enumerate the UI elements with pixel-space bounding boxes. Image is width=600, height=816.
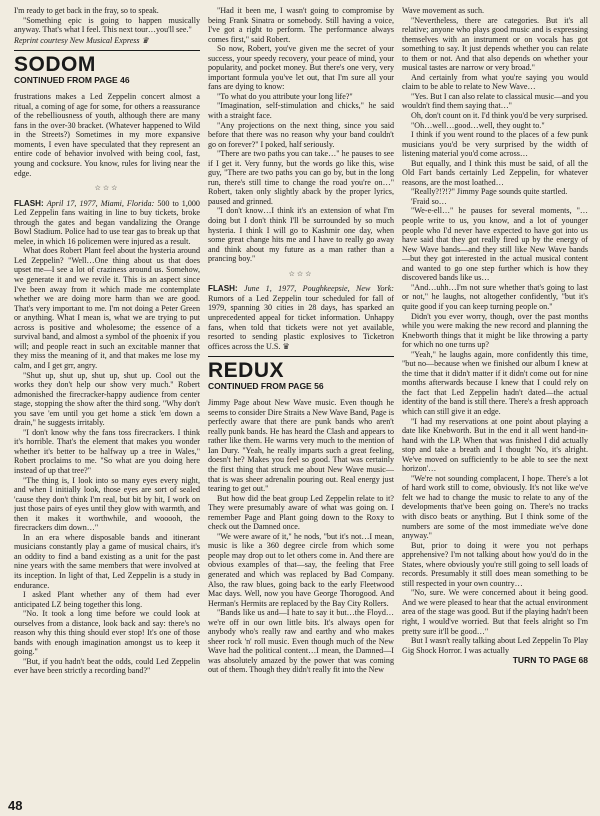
article-paragraph: "The thing is, I look into so many eyes every night, and when I initially look, those eyes are sort of sealed 'cause they don't think I'm real, but bit by bit, I work on just those pairs of eyes until they glow with warmth, and then it makes it worthwhile, and wooooh, the firecrackers dim down…" bbox=[14, 475, 200, 533]
article-paragraph: "Bands like us and—I hate to say it but…the Floyd…we're off in our own little bits. It's always open for anybody who's really raw and earthy and who makes sheer rock 'n' roll music. Even though much of the New Wave had the political content…I mean, the Damned—I was absolutely amazed by the power that was coming out of them. Though they didn't really fit into the New bbox=[208, 608, 394, 675]
crown-ornament-icon: ♛ bbox=[141, 35, 149, 45]
article-paragraph: "No, sure. We were concerned about it being good. And we were pleased to hear that the actual environment area of the stage was good. But if the playing hadn't been right, I would've worried. But that feels alright so I'm pretty sure it'll be good…" bbox=[402, 588, 588, 636]
article-paragraph: "Imagination, self-stimulation and chicks," he said with a straight face. bbox=[208, 101, 394, 121]
turn-to-page-link[interactable]: TURN TO PAGE 68 bbox=[512, 655, 588, 666]
article-paragraph: "I had my reservations at one point about playing a date like Knebworth. But in the end it all went hand-in-hand with the LP. When that was finished I did actually stop and take a breath and I thought 'No, it's alright. We've moved on sufficiently to be able to see the next horizon'… bbox=[402, 416, 588, 474]
article-paragraph: "I don't know why the fans toss firecrackers. I think it's horrible. That's the element that makes you wonder whether it's better to be halfway up a tree in Wales," Robert proclaims to me. "So what are you doing here instead of up that tree?" bbox=[14, 427, 200, 475]
sodom-headline: SODOM bbox=[14, 53, 96, 77]
article-paragraph: I think if you went round to the places of a few punk musicians you'd be very surprised by the width of listening material you'd come across… bbox=[402, 130, 588, 159]
magazine-page bbox=[14, 6, 588, 796]
article-paragraph: Oh, don't count on it. I'd think you'd be very surprised. bbox=[411, 111, 588, 121]
article-paragraph: "To what do you attribute your long life?" bbox=[217, 91, 353, 101]
redux-headline: REDUX bbox=[208, 359, 285, 383]
article-paragraph: I asked Plant whether any of them had ever anticipated LZ being together this long. bbox=[14, 590, 200, 609]
column-3 bbox=[402, 6, 588, 796]
article-paragraph: So now, Robert, you've given me the secret of your success, your speedy recovery, your peace of mind, your popularity, and pocket money. But there's one very, very important formula you've let out, that I'm sure all your fans are dying to know: bbox=[208, 44, 394, 92]
article-paragraph: "There are two paths you can take…" he pauses to see if I get it. Very funny, but the words go like this, wise guy, "There are two paths you can go by, but in the long run, there's still time to change the road you're on…" Robert, taken only slightly aback by the proper lyrics, paused and grinned. bbox=[208, 149, 394, 206]
article-paragraph: But equally, and I think this must be said, of all the Old Fart bands certainly Led Zeppelin, for whatever reasons, are the most loathed… bbox=[402, 158, 588, 187]
flash-item: FLASH: June 1, 1977, Poughkeepsie, New York: Rumors of a Led Zeppelin tour scheduled for fall of 1979, spanning 30 cities in 28 days, has sparked an unprecedented appeal for ticket information. Unhappy fans, when told that tickets were not yet available, resorted to sending plastic explosives to Ticketron offices across the U.S. ♛ bbox=[208, 284, 394, 351]
article-paragraph: In an era where disposable bands and itinerant musicians constantly play a game of musical chairs, it's an oddity to find a band existing as a unit for the past nine years with the same members that were involved at its inception. In light of that, Led Zeppelin is a study in endurance. bbox=[14, 532, 200, 590]
flash-item: FLASH: April 17, 1977, Miami, Florida: 500 to 1,000 Led Zeppelin fans waiting in line to buy tickets, broke through the gates and began vandalizing the Orange Bowl Stadium. Police had to use tear gas to break up that melee, in which 16 policemen were injured as a result. bbox=[14, 198, 200, 246]
article-paragraph: "Nevertheless, there are categories. But it's all relative; anyone who plays good music and is expressing themselves with an instrument or on vocals has got something to say. It just depends whether you can relate to them or not. And that also depends on whether your musical tastes are narrow or very broad." bbox=[402, 15, 588, 73]
article-paragraph: "Oh…well…good…well, they ought to." bbox=[411, 120, 545, 130]
column-1 bbox=[14, 6, 200, 796]
article-paragraph: But, prior to doing it were you not perhaps apprehensive? I'm not talking about how you'd do in the States, where obviously you're still going to sell loads of records. Presumably it still does mean something to be still respected in your own country… bbox=[402, 540, 588, 588]
article-paragraph: "We-e-ell…" he pauses for several moments, "…people write to us, you know, and a lot of younger people who I'd never have expected to have got into us have said that they got really fired up by the energy of New Wave bands—and they still like New Wave bands—but they got interested in the actual musical content and wanted to go one step further which is how they discovered bands like us… bbox=[402, 206, 588, 283]
article-paragraph: "Really?!?!?" Jimmy Page sounds quite startled. bbox=[411, 187, 568, 197]
article-paragraph: "Shut up, shut up, shut up, shut up. Cool out the works they don't help our show very much." Robert admonished the firecracker-happy audience from center stage, stopping the show after the third song. "Why don't you save 'em until you get home a stick 'em down a drain," he suggests irritably. bbox=[14, 370, 200, 428]
star-separator: ☆☆☆ bbox=[288, 269, 314, 278]
reprint-credit: Reprint courtesy New Musical Express ♛ bbox=[14, 35, 149, 45]
article-paragraph: "We were aware of it," he nods, "but it's not…I mean, music is like a 360 degree circle from which some people may drop out to let others come in. And there are obvious examples of that—say, the feeling that Free generated and which was replaced by Bad Company. Also, the raw blues, going back to the early Fleetwood Mac days. Well, now you have George Thorogood. And Herman's Hermits are replaced by the Bay City Rollers. bbox=[208, 531, 394, 608]
page-number: 48 bbox=[8, 798, 23, 813]
redux-continued-label: CONTINUED FROM PAGE 56 bbox=[208, 381, 324, 392]
article-paragraph: "Had it been me, I wasn't going to compromise by being Frank Sinatra or somebody. Still having a voice, I've got a right to perform. The performance always comes first," said Robert. bbox=[208, 6, 394, 44]
article-paragraph: frustrations makes a Led Zeppelin concert almost a ritual, a coming of age for some, for others a reassurance of the rebelliousness of youth, although there are many fans in the over-30 bracket. (Whatever happened to Wild in the Streets?) Sometimes in my more expansive moments, I even have speculated that they represent an entire code of behavior involved with being cool, fast, young and cocksure. You know, rules for living near the edge. bbox=[14, 92, 200, 178]
article-paragraph: 'Fraid so… bbox=[411, 196, 447, 206]
closing-quote: "Something epic is going to happen musically anyway. That's what I feel. This next tour…you'll see." bbox=[14, 15, 200, 35]
article-paragraph: But I wasn't really talking about Led Zeppelin To Play Gig Shock Horror. I was actually bbox=[402, 636, 588, 655]
article-paragraph: "I don't know…I think it's an extension of what I'm doing but I don't think I'll be surrounded by so much hysteria. I think I will go to Kashmir one day, when some great change hits me and I have to really go away and think about my future as a man rather than a prancing boy." bbox=[208, 206, 394, 264]
sodom-continued-label: CONTINUED FROM PAGE 46 bbox=[14, 75, 130, 86]
article-paragraph: "And…uhh…I'm not sure whether that's going to last or not," he laughs, not altogether confidently, "but it's quite good if you can keep turning people on." bbox=[402, 282, 588, 311]
article-paragraph: And certainly from what you're saying you would claim to be able to relate to New Wave… bbox=[402, 72, 588, 92]
article-paragraph: Didn't you ever worry, though, over the past months while you were making the new record and planning the Knebworth things that it might be like throwing a party for which no one turns up? bbox=[402, 311, 588, 350]
article-paragraph: "We're not sounding complacent, I hope. There's a lot of hard work still to come, obviously. It's not like we've felt we had to change the music to relate to any of the developments that've been going on. There's no tracks with disco beats or anything. But I think some of the numbers are some of the most immediate we've done anyway." bbox=[402, 473, 588, 541]
article-paragraph: Wave movement as such. bbox=[402, 6, 485, 15]
article-paragraph: Jimmy Page about New Wave music. Even though he seems to consider Dire Straits a New Wave Band, Page is perfectly aware that there are punk bands who aren't really punk bands. He has heard the Clash and appears to rather like them. He warms very much to the mention of Ian Dury. "Yeah, he really imparts such a great feeling, doesn't he? Makes you feel so good. That was certainly the first thing that struck me about New Wave music—that is was sheer adrenalin pouring out. Real energy just tearing to get out." bbox=[208, 398, 394, 494]
article-paragraph: "Any projections on the next thing, since you said before that there was no reason why your band couldn't go on forever?" I poked, half seriously. bbox=[208, 120, 394, 149]
column-2 bbox=[208, 6, 394, 796]
article-paragraph: But how did the beat group Led Zeppelin relate to it? They were presumably aware of what was going on. I remember Page and Plant going down to the Roxy to check out the Damned once. bbox=[208, 493, 394, 532]
section-divider bbox=[14, 50, 200, 51]
star-separator: ☆☆☆ bbox=[94, 184, 120, 193]
section-divider bbox=[208, 356, 394, 357]
article-paragraph: "Yeah," he laughs again, more confidently this time, "but no—because when we finished our album I knew at the time that it didn't matter if it didn't come out for nine months afterwards because I knew that I could rely on the fact that Led Zeppelin hadn't dated—the actual identity of the band is still there. There's a fresh approach which can still give it an edge. bbox=[402, 349, 588, 416]
article-paragraph: "But, if you hadn't beat the odds, could Led Zeppelin ever have been strictly a recording band?" bbox=[14, 656, 200, 676]
article-paragraph: "Yes. But I can also relate to classical music—and you wouldn't find them saying that…" bbox=[402, 91, 588, 111]
intro-line: I'm ready to get back in the fray, so to speak. bbox=[14, 6, 159, 15]
article-paragraph: "No. It took a long time before we could look at ourselves from a distance, look back and say: there's no reason why this thing should ever stop! It's one of those bands with enough imagination amongst us to keep it going." bbox=[14, 609, 200, 657]
article-paragraph: What does Robert Plant feel about the hysteria around Led Zeppelin? "Well…One thing about us that does upset me—I see a lot of craziness around us. Somehow, we generate it and we revile it. This is an aspect since I've been away from it which made me contemplate whether we are doing more harm than we are good. That's very important to me. I'm not doing a Peter Green or anything. What I mean is, what we are trying to put across is positive and wholesome; the essence of a survival band, and almost a symbol of the phoenix if you will; and people react in such an excitable manner that they miss the meaning of it, and that makes me lose my calm, and I get grr, angry. bbox=[14, 246, 200, 370]
crown-ornament-icon: ♛ bbox=[282, 341, 290, 351]
